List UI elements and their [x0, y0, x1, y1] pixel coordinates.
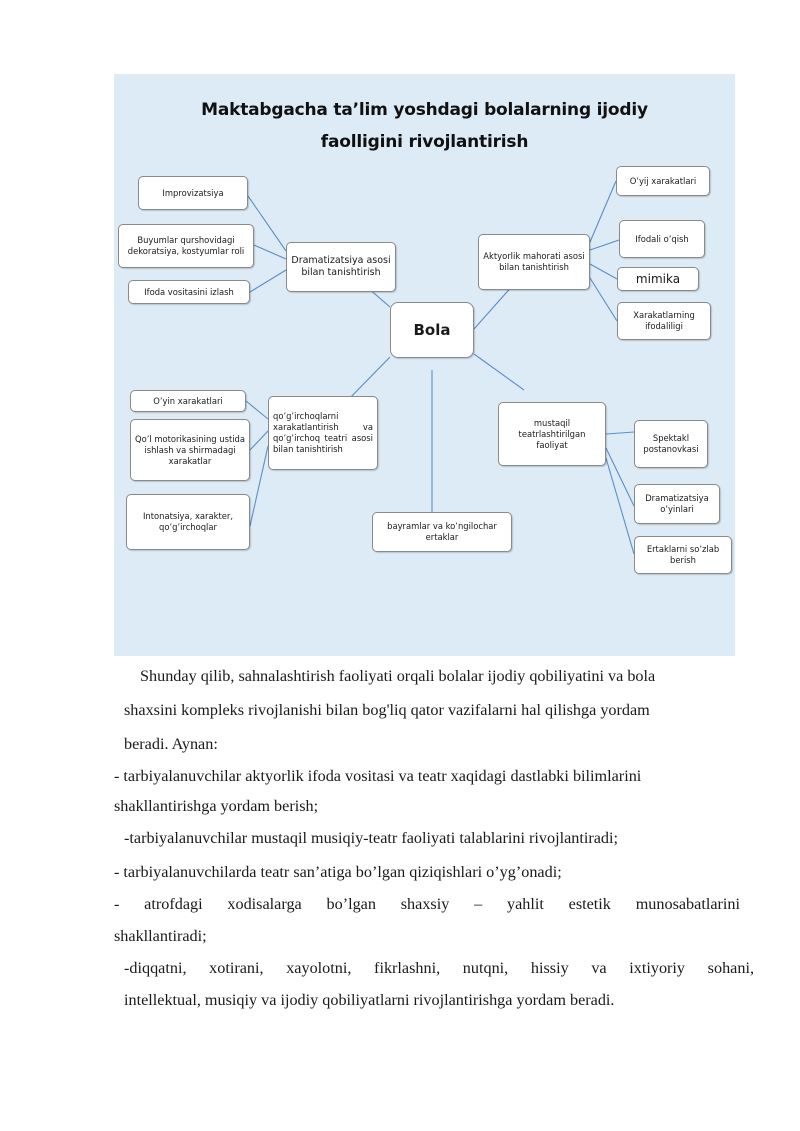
- list-item-4-line-1: - atrofdagi xodisalarga bo’lgan shaxsiy – yahlit estetik munosabatlarini: [114, 895, 740, 913]
- left-top-hub: Dramatizatsiya asosi bilan tanishtirish: [286, 242, 396, 292]
- left-bottom-item-3: Intonatsiya, xarakter, qo’g’irchoqlar: [126, 494, 250, 550]
- list-item-5-line-2: intellektual, musiqiy va ijodiy qobiliyatlarni rivojlantirishga yordam beradi.: [124, 991, 615, 1009]
- left-bottom-item-1: O’yin xarakatlari: [130, 390, 246, 412]
- left-bottom-hub: qo’g’irchoqlarni xarakatlantirish va qo’g’irchoq teatri asosi bilan tanishtirish: [268, 396, 378, 470]
- diagram-title-line-2: faolligini rivojlantirish: [320, 132, 529, 152]
- right-top-hub: Aktyorlik mahorati asosi bilan tanishtirish: [478, 234, 590, 290]
- right-bottom-item-3: Ertaklarni so’zlab berish: [634, 536, 732, 574]
- right-bottom-item-2: Dramatizatsiya o’yinlari: [634, 484, 720, 524]
- intro-line-2: shaxsini kompleks rivojlanishi bilan bog'liq qator vazifalarni hal qilishga yordam: [124, 701, 650, 719]
- mind-map-diagram: [114, 74, 735, 656]
- left-top-item-2: Buyumlar qurshovidagi dekoratsiya, kostyumlar roli: [118, 224, 254, 268]
- right-top-item-1: O’yij xarakatlari: [616, 166, 710, 196]
- list-item-5-line-1: -diqqatni, xotirani, xayolotni, fikrlashni, nutqni, hissiy va ixtiyoriy sohani,: [124, 959, 754, 977]
- diagram-title-line-1: Maktabgacha ta’lim yoshdagi bolalarning ijodiy: [201, 100, 648, 120]
- right-top-item-3: mimika: [617, 267, 699, 291]
- list-item-2: -tarbiyalanuvchilar mustaqil musiqiy-teatr faoliyati talablarini rivojlantiradi;: [124, 829, 619, 847]
- right-bottom-hub: mustaqil teatrlashtirilgan faoliyat: [498, 402, 606, 466]
- left-top-item-1: Improvizatsiya: [138, 176, 248, 210]
- list-item-4-line-2: shakllantiradi;: [114, 927, 207, 945]
- right-bottom-item-1: Spektakl postanovkasi: [634, 420, 708, 468]
- list-item-1-line-1: - tarbiyalanuvchilar aktyorlik ifoda vositasi va teatr xaqidagi dastlabki bilimlarini: [114, 767, 642, 785]
- list-item-3: - tarbiyalanuvchilarda teatr san’atiga bo’lgan qiziqishlari o’yg’onadi;: [114, 863, 562, 881]
- left-bottom-item-2: Qo’l motorikasining ustida ishlash va shirmadagi xarakatlar: [130, 419, 250, 481]
- intro-line-3: beradi. Aynan:: [124, 735, 218, 753]
- intro-line-1: Shunday qilib, sahnalashtirish faoliyati orqali bolalar ijodiy qobiliyatini va bola: [140, 667, 656, 685]
- center-node: Bola: [390, 302, 474, 358]
- right-top-item-2: Ifodali o’qish: [619, 220, 705, 258]
- list-item-1-line-2: shakllantirishga yordam berish;: [114, 797, 319, 815]
- right-top-item-4: Xarakatlarning ifodaliligi: [617, 302, 711, 340]
- left-top-item-3: Ifoda vositasini izlash: [128, 280, 250, 304]
- bottom-node: bayramlar va ko’ngilochar ertaklar: [372, 512, 512, 552]
